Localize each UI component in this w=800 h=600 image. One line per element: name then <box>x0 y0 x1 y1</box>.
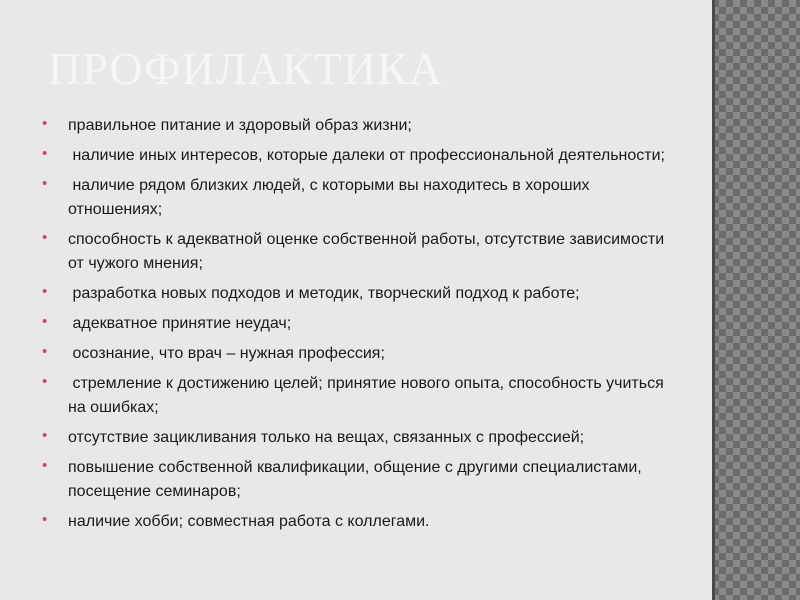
bullet-icon: • <box>42 427 48 444</box>
bullet-icon: • <box>42 145 48 162</box>
decorative-pattern-strip <box>712 0 800 600</box>
bullet-icon: • <box>42 229 48 246</box>
bullet-item <box>42 342 682 366</box>
bullet-text: способность к адекватной оценке собственной работы, отсутствие зависимости от чужого мнения; <box>68 231 669 272</box>
bullet-icon: • <box>42 283 48 300</box>
bullet-icon: • <box>42 457 48 474</box>
bullet-text: разработка новых подходов и методик, творческий подход к работе; <box>68 285 580 302</box>
bullet-item <box>42 426 682 450</box>
bullet-icon: • <box>42 175 48 192</box>
bullet-text: осознание, что врач – нужная профессия; <box>68 345 385 362</box>
bullet-list <box>42 114 682 540</box>
bullet-icon: • <box>42 373 48 390</box>
bullet-item <box>42 144 682 168</box>
bullet-text: отсутствие зацикливания только на вещах, связанных с профессией; <box>68 429 585 446</box>
bullet-text: стремление к достижению целей; принятие нового опыта, способность учиться на ошибках; <box>68 375 669 416</box>
bullet-text: наличие рядом близких людей, с которыми вы находитесь в хороших отношениях; <box>68 177 594 218</box>
bullet-icon: • <box>42 343 48 360</box>
bullet-item <box>42 174 682 222</box>
bullet-item <box>42 312 682 336</box>
bullet-item <box>42 372 682 420</box>
slide-title: ПРОФИЛАКТИКА <box>48 43 444 94</box>
bullet-item <box>42 456 682 504</box>
bullet-text: адекватное принятие неудач; <box>68 315 292 332</box>
bullet-item <box>42 114 682 138</box>
bullet-text: наличие хобби; совместная работа с коллегами. <box>68 513 430 530</box>
bullet-icon: • <box>42 115 48 132</box>
bullet-item <box>42 228 682 276</box>
bullet-text: наличие иных интересов, которые далеки от профессиональной деятельности; <box>68 147 665 164</box>
bullet-item <box>42 510 682 534</box>
bullet-text: повышение собственной квалификации, общение с другими специалистами, посещение семинаров; <box>68 459 647 500</box>
bullet-item <box>42 282 682 306</box>
bullet-text: правильное питание и здоровый образ жизни; <box>68 117 412 134</box>
bullet-icon: • <box>42 511 48 528</box>
bullet-icon: • <box>42 313 48 330</box>
